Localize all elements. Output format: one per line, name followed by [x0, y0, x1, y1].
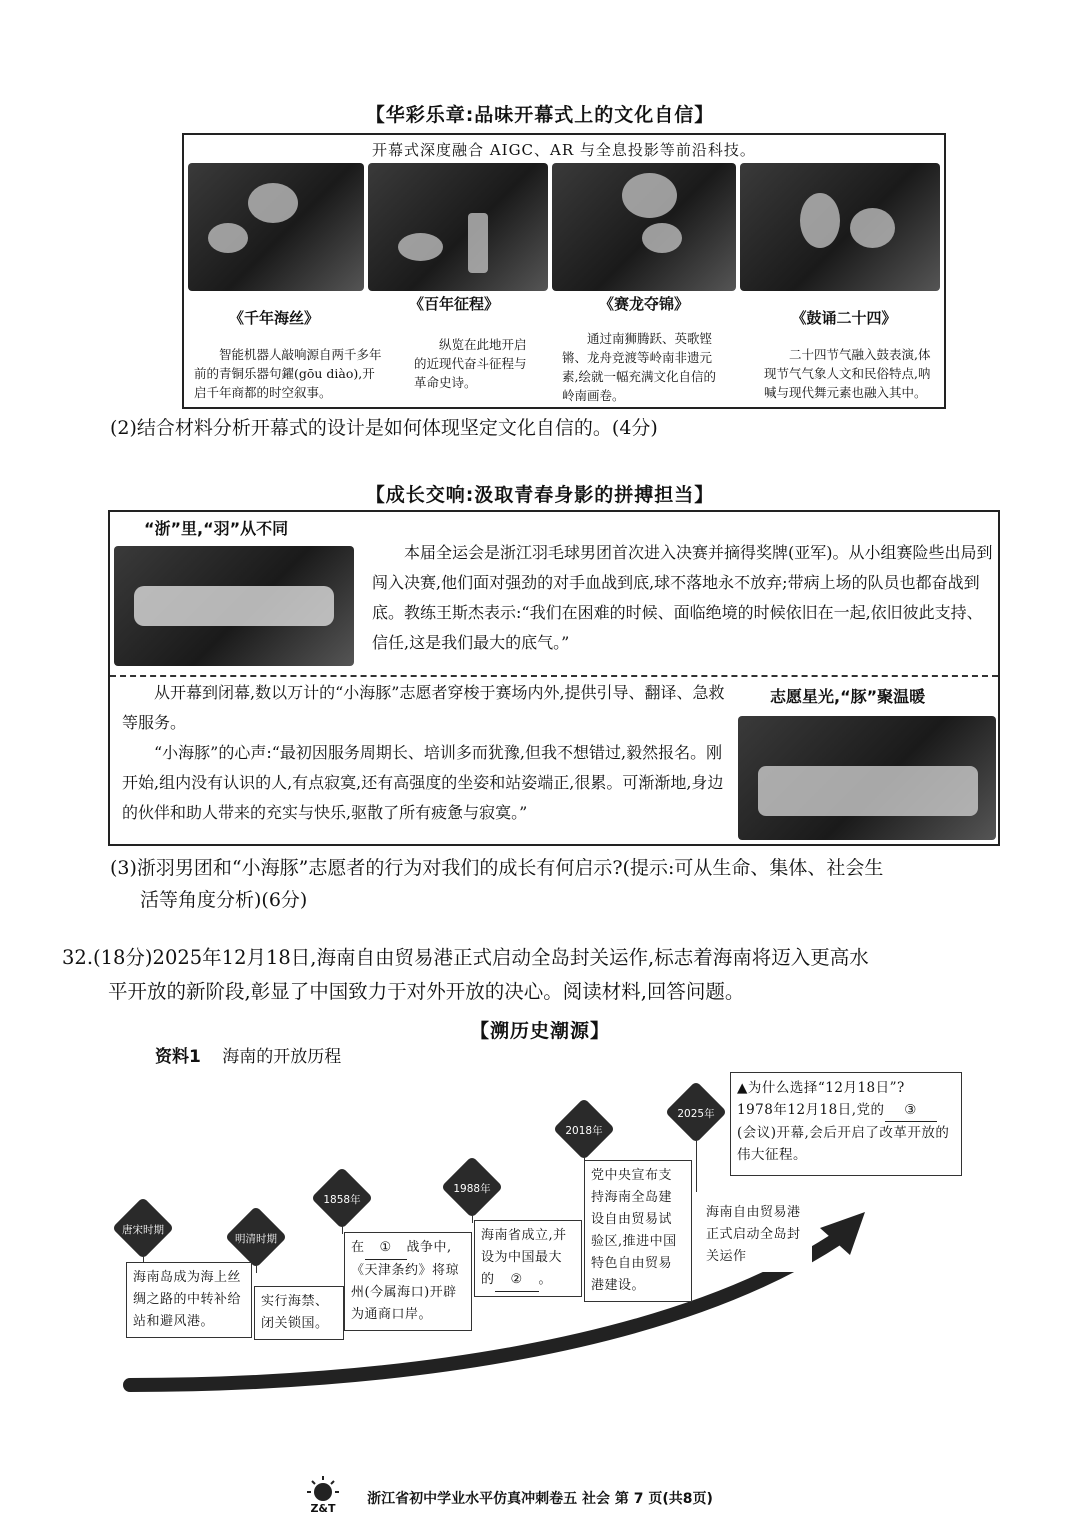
timeline-event: 海南省成立,并设为中国最大的 ② 。	[474, 1220, 582, 1297]
timeline-node-label: 1858年	[323, 1194, 361, 1206]
growth-panel	[108, 510, 1000, 846]
divider	[110, 675, 998, 677]
timeline-event: 党中央宣布支持海南全岛建设自由贸易试验区,推进中国特色自由贸易港建设。	[584, 1160, 692, 1302]
program-desc: 智能机器人敲响源自两千多年前的青铜乐器句鑃(gōu diào),开启千年商都的时空叙事。	[194, 347, 382, 400]
volunteer-photo	[738, 716, 996, 840]
timeline-event: 海南岛成为海上丝绸之路的中转补给站和避风港。	[126, 1262, 252, 1338]
timeline-node-label: 1988年	[453, 1183, 491, 1195]
program-title: 《百年征程》	[408, 295, 499, 313]
badminton-team-photo	[114, 546, 354, 666]
photo-dragon-boat	[552, 163, 736, 291]
question-32-line1: 32.(18分)2025年12月18日,海南自由贸易港正式启动全岛封关运作,标志着海南将迈入更高水	[62, 946, 869, 969]
answer-blank-2[interactable]: ②	[495, 1269, 539, 1292]
answer-blank-1[interactable]: ①	[365, 1237, 407, 1260]
answer-blank-3[interactable]: ③	[885, 1099, 937, 1122]
volunteer-text-1: 从开幕到闭幕,数以万计的“小海豚”志愿者穿梭于赛场内外,提供引导、翻译、急救等服务。	[122, 683, 725, 732]
material-heading	[155, 1042, 341, 1067]
program-desc: 二十四节气融入鼓表演,体现节气气象人文和民俗特点,呐喊与现代舞元素也融入其中。	[764, 347, 931, 400]
timeline-event: 实行海禁、闭关锁国。	[254, 1286, 344, 1340]
photo-drum-chant	[740, 163, 940, 291]
badminton-text: 本届全运会是浙江羽毛球男团首次进入决赛并摘得奖牌(亚军)。从小组赛险些出局到闯入决赛,他们面对强劲的对手血战到底,球不落地永不放弃;带病上场的队员也都奋战到底。教练王斯杰表示:“我们在困难的时候、面临绝境的时候依旧在一起,依旧彼此支持、信任,这是我们最大的底气。”	[372, 543, 993, 652]
timeline-event: 在 ① 战争中,《天津条约》将琼州(今属海口)开辟为通商口岸。	[344, 1232, 472, 1331]
program-title: 《鼓诵二十四》	[791, 309, 897, 327]
timeline-event: 海南自由贸易港正式启动全岛封关运作	[700, 1198, 812, 1272]
question-3-line2: 活等角度分析)(6分)	[140, 889, 308, 911]
logo-text: Z&T	[310, 1502, 336, 1515]
program-title: 《赛龙夺锦》	[598, 295, 689, 313]
callout-box	[730, 1072, 962, 1176]
question-2: (2)结合材料分析开幕式的设计是如何体现坚定文化自信的。(4分)	[110, 417, 658, 439]
callout-question: ▲为什么选择“12月18日”?	[737, 1080, 905, 1096]
program-desc: 通过南狮腾跃、英歌铿锵、龙舟竞渡等岭南非遗元素,绘就一幅充满文化自信的岭南画卷。	[562, 331, 716, 403]
callout-answer: 1978年12月18日,党的 ③(会议)开幕,会后开启了改革开放的伟大征程。	[737, 1099, 955, 1166]
page-footer: 浙江省初中学业水平仿真冲刺卷五 社会 第 7 页(共8页)	[367, 1491, 713, 1507]
history-section-title: 【溯历史潮源】	[469, 1020, 610, 1042]
material-title: 海南的开放历程	[222, 1047, 342, 1067]
section2-title: 【成长交响:汲取青春身影的拼搏担当】	[365, 484, 715, 506]
volunteer-heading: 志愿星光,“豚”聚温暖	[770, 687, 926, 706]
photo-thousand-year-silk	[188, 163, 364, 291]
opening-ceremony-panel	[182, 133, 946, 409]
timeline-node-label: 2018年	[565, 1125, 603, 1137]
program-desc: 纵览在此地开启的近现代奋斗征程与革命史诗。	[414, 337, 527, 390]
badminton-heading: “浙”里,“羽”从不同	[144, 519, 289, 538]
question-3-line1: (3)浙羽男团和“小海豚”志愿者的行为对我们的成长有何启示?(提示:可从生命、集体、社会生	[110, 857, 884, 879]
timeline-node-label: 唐宋时期	[122, 1224, 164, 1236]
photo-century-journey	[368, 163, 548, 291]
timeline-node-label: 2025年	[677, 1108, 715, 1120]
volunteer-text-2: “小海豚”的心声:“最初因服务周期长、培训多而犹豫,但我不想错过,毅然报名。刚开始,组内没有认识的人,有点寂寞,还有高强度的坐姿和站姿端正,很累。可渐渐地,身边的伙伴和助人带来的充实与快乐,驱散了所有疲惫与寂寞。”	[122, 743, 724, 822]
timeline-node-label: 明清时期	[235, 1233, 277, 1245]
panel-caption: 开幕式深度融合 AIGC、AR 与全息投影等前沿科技。	[372, 141, 756, 159]
section1-title: 【华彩乐章:品味开幕式上的文化自信】	[365, 104, 715, 126]
question-32-line2: 平开放的新阶段,彰显了中国致力于对外开放的决心。阅读材料,回答问题。	[108, 980, 745, 1003]
program-title: 《千年海丝》	[228, 309, 319, 327]
material-label: 资料1	[155, 1047, 201, 1067]
